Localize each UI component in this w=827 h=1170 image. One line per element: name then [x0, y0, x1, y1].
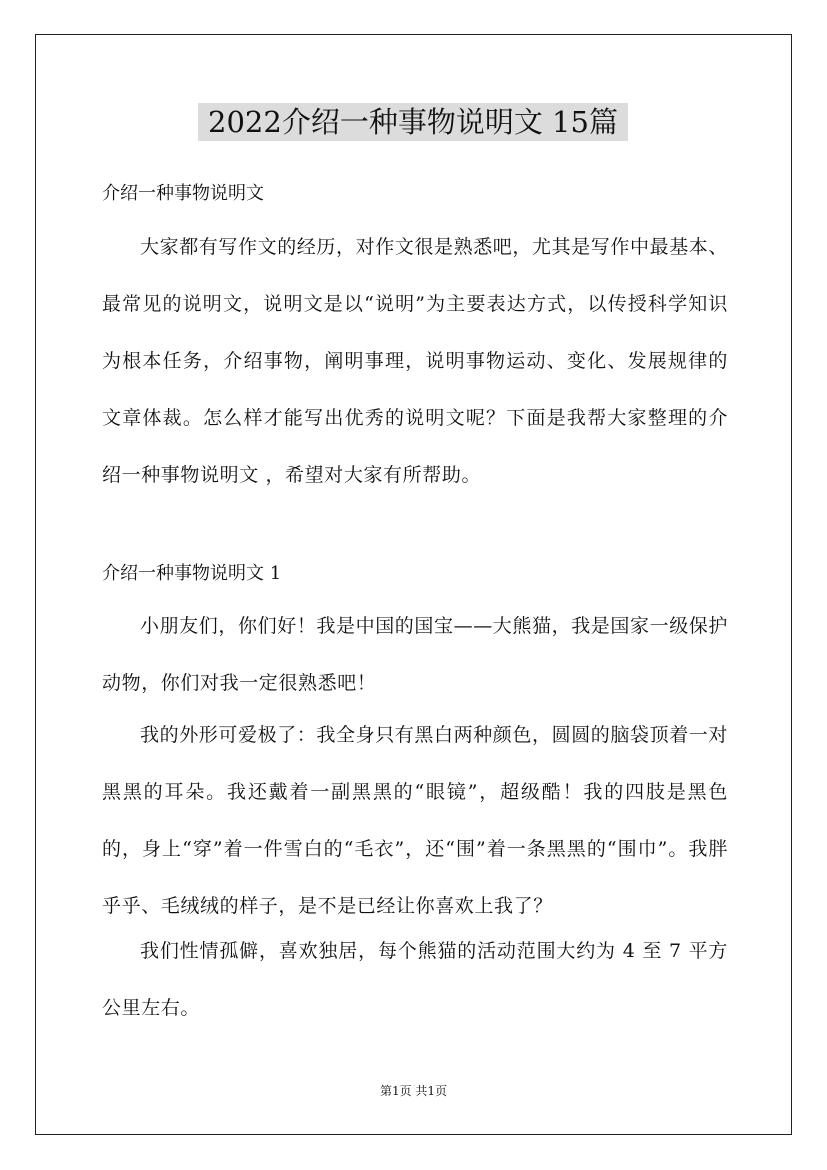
- document-title: 2022介绍一种事物说明文 15篇: [198, 103, 628, 141]
- page-footer: 第1页 共1页: [379, 1084, 448, 1098]
- intro-paragraph: 大家都有写作文的经历，对作文很是熟悉吧，尤其是写作中最基本、最常见的说明文，说明文是以“说明”为主要表达方式，以传授科学知识为根本任务，介绍事物，阐明事理，说明事物运动、变化、发展规律的文章体裁。怎么样才能写出优秀的说明文呢？下面是我帮大家整理的介绍一种事物说明文 ，希望对大家有所帮助。: [102, 236, 729, 486]
- intro-heading: 介绍一种事物说明文: [102, 183, 264, 204]
- section-1-paragraph-3: 我们性情孤僻，喜欢独居，每个熊猫的活动范围大约为 4 至 7 平方公里左右。: [102, 940, 728, 1019]
- section-1-paragraph-2: 我的外形可爱极了：我全身只有黑白两种颜色，圆圆的脑袋顶着一对黑黑的耳朵。我还戴着一副黑黑的“眼镜”，超级酷！我的四肢是黑色的，身上“穿”着一件雪白的“毛衣”，还“围”着一条黑黑的“围巾”。我胖乎乎、毛绒绒的样子，是不是已经让你喜欢上我了？: [102, 724, 729, 917]
- section-1-paragraph-1: 小朋友们，你们好！我是中国的国宝——大熊猫，我是国家一级保护动物，你们对我一定很熟悉吧！: [102, 615, 729, 694]
- section-1-heading: 介绍一种事物说明文 1: [102, 563, 282, 584]
